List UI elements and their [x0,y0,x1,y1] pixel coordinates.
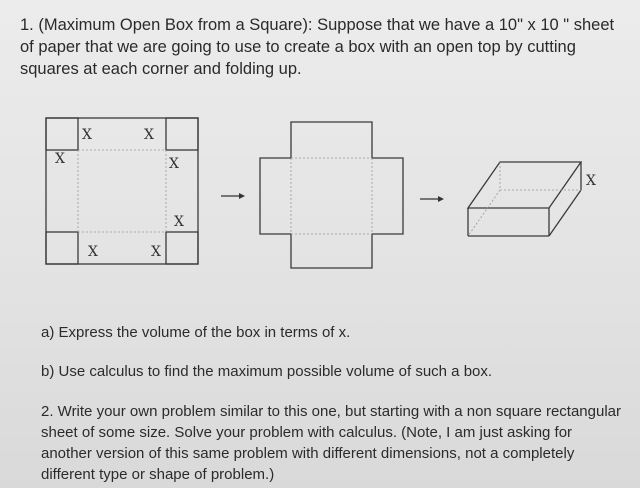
label-x-right-upper: X [169,156,179,172]
open-box [468,162,581,236]
label-x-right-lower: X [174,214,184,230]
problem-1-statement: 1. (Maximum Open Box from a Square): Suppose that we have a 10" x 10 " sheet of paper that we are going to use to create a box with an open top by cutting squares at each corner and folding up. [20,16,615,78]
corner-cut-top-right [166,118,198,150]
box-rim [468,162,581,208]
question-a: a) Express the volume of the box in terms of x. [41,324,351,341]
sheet-outline [46,118,198,264]
corner-cut-bottom-right [166,232,198,264]
diagram-svg [0,110,640,280]
corner-cut-top-left [46,118,78,150]
label-x-box-height: X [586,173,596,189]
cross-outline [260,122,403,268]
problem-2-statement: 2. Write your own problem similar to this one, but starting with a non square rectangular sheet of some size. Solve your problem with calculus. (Note, I am just asking for another version of this same problem with different dimensions, not a completely different type or shape of problem.) [41,403,622,483]
box-folding-diagram [0,110,640,280]
question-b: b) Use calculus to find the maximum possible volume of such a box. [41,363,493,380]
arrow-right-icon [420,196,444,202]
arrow-right-icon [221,193,245,199]
flat-sheet [46,118,198,264]
label-x-top-left: X [82,127,92,143]
corner-cut-bottom-left [46,232,78,264]
label-x-left: X [55,151,65,167]
label-x-top-right: X [144,127,154,143]
label-x-bottom-left: X [88,244,98,260]
cross-net [260,122,403,268]
label-x-bottom-right: X [151,244,161,260]
